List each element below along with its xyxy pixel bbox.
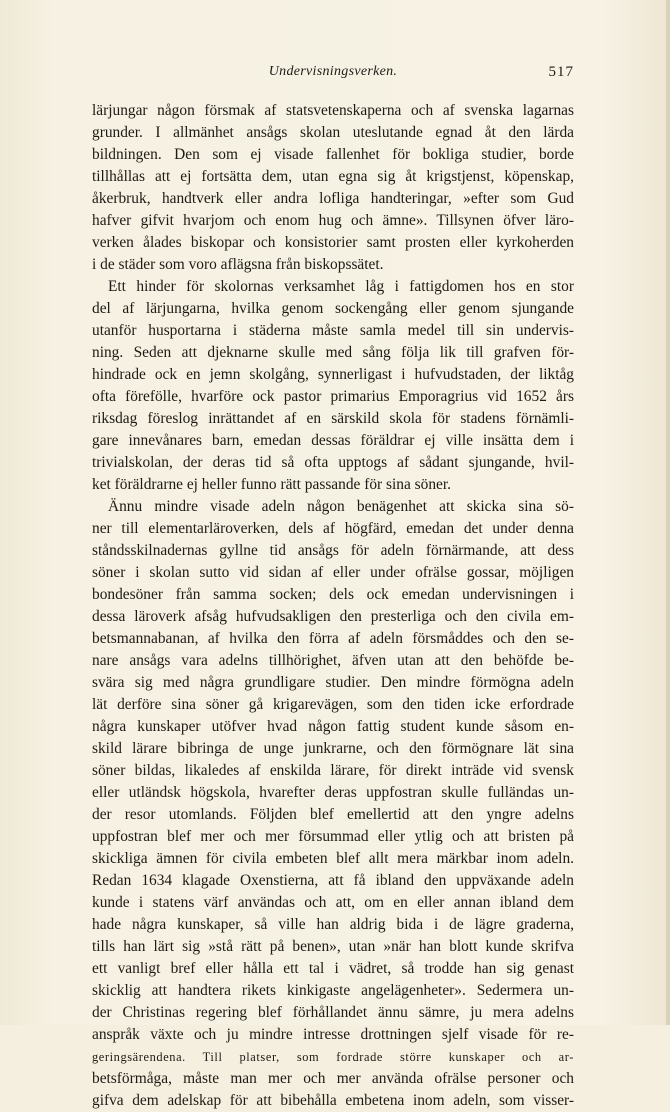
text-line: åkerbruk, handtverk eller andra lofliga handteringar, »efter som Gud [92, 190, 574, 207]
text-line: söner bildas, likaledes af enskilda lärare, för direkt inträde vid svensk [92, 762, 574, 779]
text-line: ning. Seden att djeknarne skulle med sång följa lik till grafven för- [92, 344, 574, 361]
text-line: geringsärendena. Till platser, som fordrade större kunskaper och ar- [92, 1050, 574, 1064]
running-head: Undervisningsverken. [268, 64, 398, 79]
text-line: verken ålades biskopar och konsistorier samt prosten eller kyrkoherden [92, 234, 574, 251]
text-line: skickliga ämnen för civila embeten blef allt mera märkbar inom adeln. [92, 850, 574, 867]
text-line: betsmannabanan, af hvilka den förra af adeln försmåddes och den se- [92, 630, 574, 647]
text-line: hindrade ock en jemn skolgång, synnerligast i hufvudstaden, der liktåg [92, 366, 574, 383]
text-line: några kunskaper utöfver hvad någon fattig student kunde såsom en- [92, 718, 574, 735]
text-line: betsförmåga, måste man mer och mer använda ofrälse personer och [92, 1070, 574, 1087]
text-line: svära sig med några grundligare studier. Den mindre förmögna adeln [92, 674, 574, 691]
text-line: skicklig att handtera rikets kinkigaste angelägenheter». Sedermera un- [92, 982, 574, 999]
text-line: bildningen. Den som ej visade fallenhet för bokliga studier, borde [92, 146, 574, 163]
text-line: Ett hinder för skolornas verksamhet låg i fattigdomen hos en stor [108, 278, 574, 295]
text-line: i de städer som voro aflägsna från biskopssätet. [92, 256, 384, 273]
text-line: Redan 1634 klagade Oxenstierna, att få ibland den uppväxande adeln [92, 872, 574, 889]
text-line: tills han lärt sig »stå rätt på benen», utan »när han blott kunde skrifva [92, 938, 574, 955]
text-line: dessa läroverk afsåg hufvudsakligen den presterliga och den civila em- [92, 608, 574, 625]
text-line: tillhållas att ej fortsätta dem, utan egna sig åt krigstjenst, köpenskap, [92, 168, 574, 185]
text-line: nare ansågs vara adelns tillhörighet, äfven utan att den behöfde be- [92, 652, 574, 669]
text-line: hade några kunskaper, så ville han aldrig bida i de lägre graderna, [92, 916, 574, 933]
text-line: trivialskolan, der deras tid så ofta upptogs af sådant sjungande, hvil- [92, 454, 574, 471]
text-line: utanför husportarna i städerna måste samla medel till sin undervis- [92, 322, 574, 339]
text-line: anspråk växte och ju mindre intresse drottningen sjelf visade för re- [92, 1026, 574, 1043]
text-line: Ännu mindre visade adeln någon benägenhet att skicka sina sö- [108, 498, 574, 515]
text-line: ett vanligt bref eller hålla ett tal i vädret, så trodde han sig genast [92, 960, 574, 977]
text-line: del af lärjungarna, hvilka genom sockengång eller genom sjungande [92, 300, 574, 317]
text-line: lärjungar någon försmak af statsvetenskaperna och af svenska lagarnas [92, 102, 574, 119]
text-line: ståndsskilnadernas gyllne tid ansågs för adeln förnärmande, att dess [92, 542, 574, 559]
text-line: ner till elementarläroverken, dels af högfärd, emedan det under denna [92, 520, 574, 537]
page-edge [666, 0, 670, 1025]
text-line: hafver gifvit hvarjom och enom hug och ämne». Tillsynen öfver läro- [92, 212, 574, 229]
text-line: der Christinas regering blef förhållandet ännu sämre, ju mera adelns [92, 1004, 574, 1021]
text-line: skild lärare bibringa de unge junkrarne, och den förmögnare lät sina [92, 740, 574, 757]
text-line: gare innevånares barn, emedan dessas föräldrar ej ville insätta dem i [92, 432, 574, 449]
text-line: ket föräldrarne ej heller funno rätt passande för sina söner. [92, 476, 451, 493]
text-line: riksdag föreslog inrättandet af en särskild skola för stadens förnämli- [92, 410, 574, 427]
page-number: 517 [548, 64, 574, 80]
text-line: grunder. I allmänhet ansågs skolan uteslutande egnad åt den lärda [92, 124, 574, 141]
text-line: kunde i statens värf användas och att, om en eller annan ibland dem [92, 894, 574, 911]
text-line: söner i skolan sutto vid sidan af eller under ofrälse gossar, möjligen [92, 564, 574, 581]
page-header [92, 64, 574, 86]
text-line: bondesöner från samma socken; dels ock emedan undervisningen i [92, 586, 574, 603]
text-line: der resor utomlands. Följden blef emellertid att den yngre adelns [92, 806, 574, 823]
text-line: eller utländsk högskola, hvarefter deras uppfostran skulle fulländas un- [92, 784, 574, 801]
text-line: ofta förefölle, hvarföre ock pastor primarius Emporagrius vid 1652 års [92, 388, 574, 405]
text-line: gifva dem adelskap för att bibehålla embetena inom adeln, som visser- [92, 1092, 574, 1109]
body-text [92, 100, 574, 1112]
text-line: uppfostran blef mer och mer försummad eller ytlig och att bristen på [92, 828, 574, 845]
text-line: lät derföre sina söner gå krigarevägen, som den tiden icke erfordrade [92, 696, 574, 713]
